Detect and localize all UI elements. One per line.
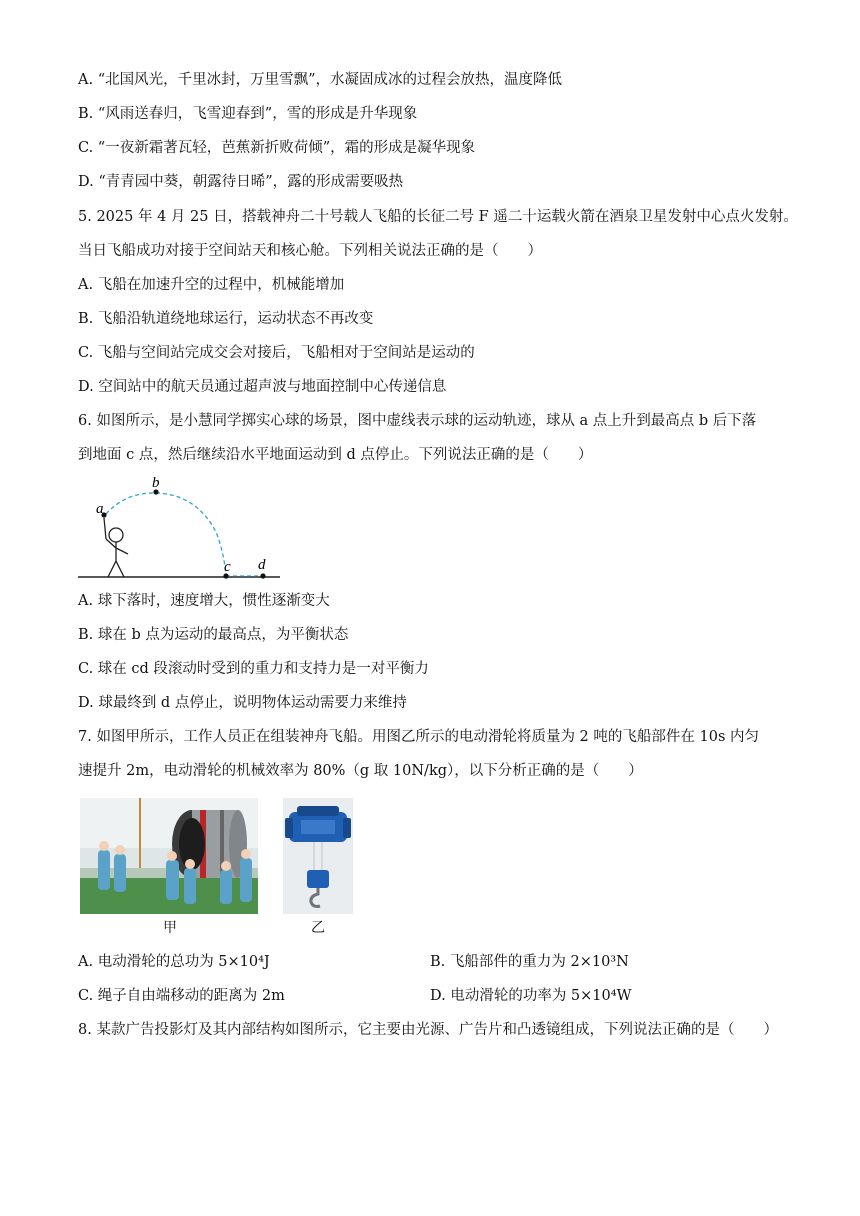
q4-option-a: A. “北国风光，千里冰封，万里雪飘”，水凝固成冰的过程会放热，温度降低 (78, 72, 563, 88)
q5-option-a: A. 飞船在加速升空的过程中，机械能增加 (78, 277, 345, 293)
q5-stem-line1: 5. 2025 年 4 月 25 日，搭载神舟二十号载人飞船的长征二号 F 遥二十运载火箭在酒泉卫星发射中心点火发射。 (78, 209, 798, 225)
q7-option-a: A. 电动滑轮的总功为 5×10⁴J (78, 954, 270, 970)
q6-option-b: B. 球在 b 点为运动的最高点，为平衡状态 (78, 627, 349, 643)
q8-stem-line1: 8. 某款广告投影灯及其内部结构如图所示，它主要由光源、广告片和凸透镜组成，下列说法正确的是（ ） (78, 1022, 778, 1038)
q6-stem-line2: 到地面 c 点，然后继续沿水平地面运动到 d 点停止。下列说法正确的是（ ） (78, 447, 593, 463)
q5-option-b: B. 飞船沿轨道绕地球运行，运动状态不再改变 (78, 311, 374, 327)
q6-stem-line1: 6. 如图所示，是小慧同学掷实心球的场景，图中虚线表示球的运动轨迹，球从 a 点上升到最高点 b 后下落 (78, 413, 757, 429)
spacecraft-module (172, 810, 247, 878)
q4-option-b: B. “风雨送春归，飞雪迎春到”，雪的形成是升华现象 (78, 106, 418, 122)
label-b: b (152, 475, 160, 491)
q7-option-d: D. 电动滑轮的功率为 5×10⁴W (430, 988, 632, 1004)
q5-option-c: C. 飞船与空间站完成交会对接后，飞船相对于空间站是运动的 (78, 345, 475, 361)
caption-jia: 甲 (163, 920, 177, 936)
q4-option-c: C. “一夜新霜著瓦轻，芭蕉新折败荷倾”，霜的形成是凝华现象 (78, 140, 476, 156)
label-a: a (96, 501, 104, 517)
q7-option-c: C. 绳子自由端移动的距离为 2m (78, 988, 285, 1004)
q7-stem-line1: 7. 如图甲所示，工作人员正在组装神舟飞船。用图乙所示的电动滑轮将质量为 2 吨的飞船部件在 10s 内匀 (78, 729, 759, 745)
label-c: c (224, 559, 231, 575)
label-d: d (258, 557, 266, 573)
q4-option-d: D. “青青园中葵，朝露待日晞”，露的形成需要吸热 (78, 174, 404, 190)
spacecraft-assembly-photo (80, 798, 258, 914)
q5-stem-line2: 当日飞船成功对接于空间站天和核心舱。下列相关说法正确的是（ ） (78, 243, 542, 259)
point-d (260, 573, 265, 578)
q6-option-d: D. 球最终到 d 点停止，说明物体运动需要力来维持 (78, 695, 407, 711)
q7-stem-line2: 速提升 2m，电动滑轮的机械效率为 80%（g 取 10N/kg），以下分析正确的是（ ） (78, 763, 643, 779)
trajectory-path (106, 493, 226, 576)
stick-figure (104, 518, 128, 577)
q6-option-c: C. 球在 cd 段滚动时受到的重力和支持力是一对平衡力 (78, 661, 429, 677)
electric-hoist-photo (283, 798, 353, 914)
q6-option-a: A. 球下落时，速度增大，惯性逐渐变大 (78, 593, 330, 609)
q7-option-b: B. 飞船部件的重力为 2×10³N (430, 954, 629, 970)
q5-option-d: D. 空间站中的航天员通过超声波与地面控制中心传递信息 (78, 379, 447, 395)
caption-yi: 乙 (311, 920, 325, 936)
ball-throw-diagram (76, 472, 282, 582)
